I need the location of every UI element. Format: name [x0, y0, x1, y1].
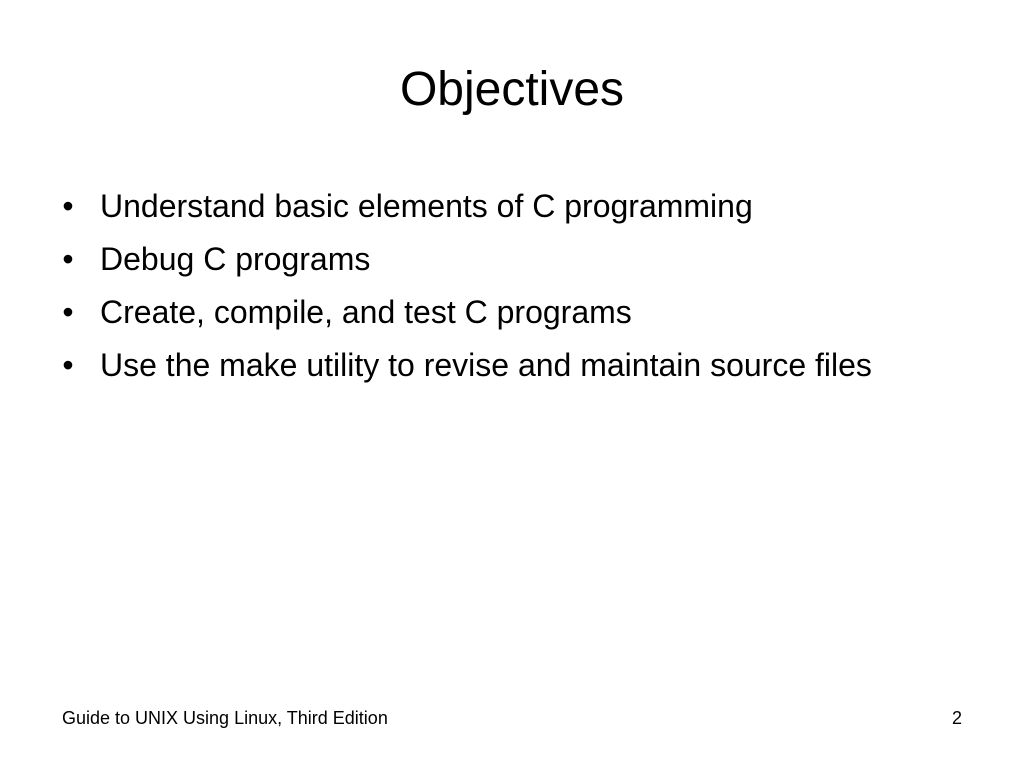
- footer-page-number: 2: [951, 708, 962, 728]
- bullet-item-2: [58, 239, 958, 279]
- bullet-item-3: [58, 292, 958, 332]
- slide-title: Objectives: [399, 63, 625, 116]
- bullet-marker: •: [62, 294, 74, 330]
- bullet-marker: •: [62, 241, 74, 277]
- bullet-text: Understand basic elements of C programming: [100, 188, 753, 224]
- bullet-text: Use the make utility to revise and maintain source files: [100, 347, 872, 383]
- bullet-item-4: [58, 345, 958, 385]
- bullet-marker: •: [62, 347, 74, 383]
- bullet-text: Create, compile, and test C programs: [100, 294, 632, 330]
- bullet-text: Debug C programs: [100, 241, 371, 277]
- bullet-marker: •: [62, 188, 74, 224]
- bullet-item-1: [58, 186, 958, 226]
- footer-book-title: Guide to UNIX Using Linux, Third Edition: [62, 708, 388, 728]
- bullet-list: [58, 186, 958, 398]
